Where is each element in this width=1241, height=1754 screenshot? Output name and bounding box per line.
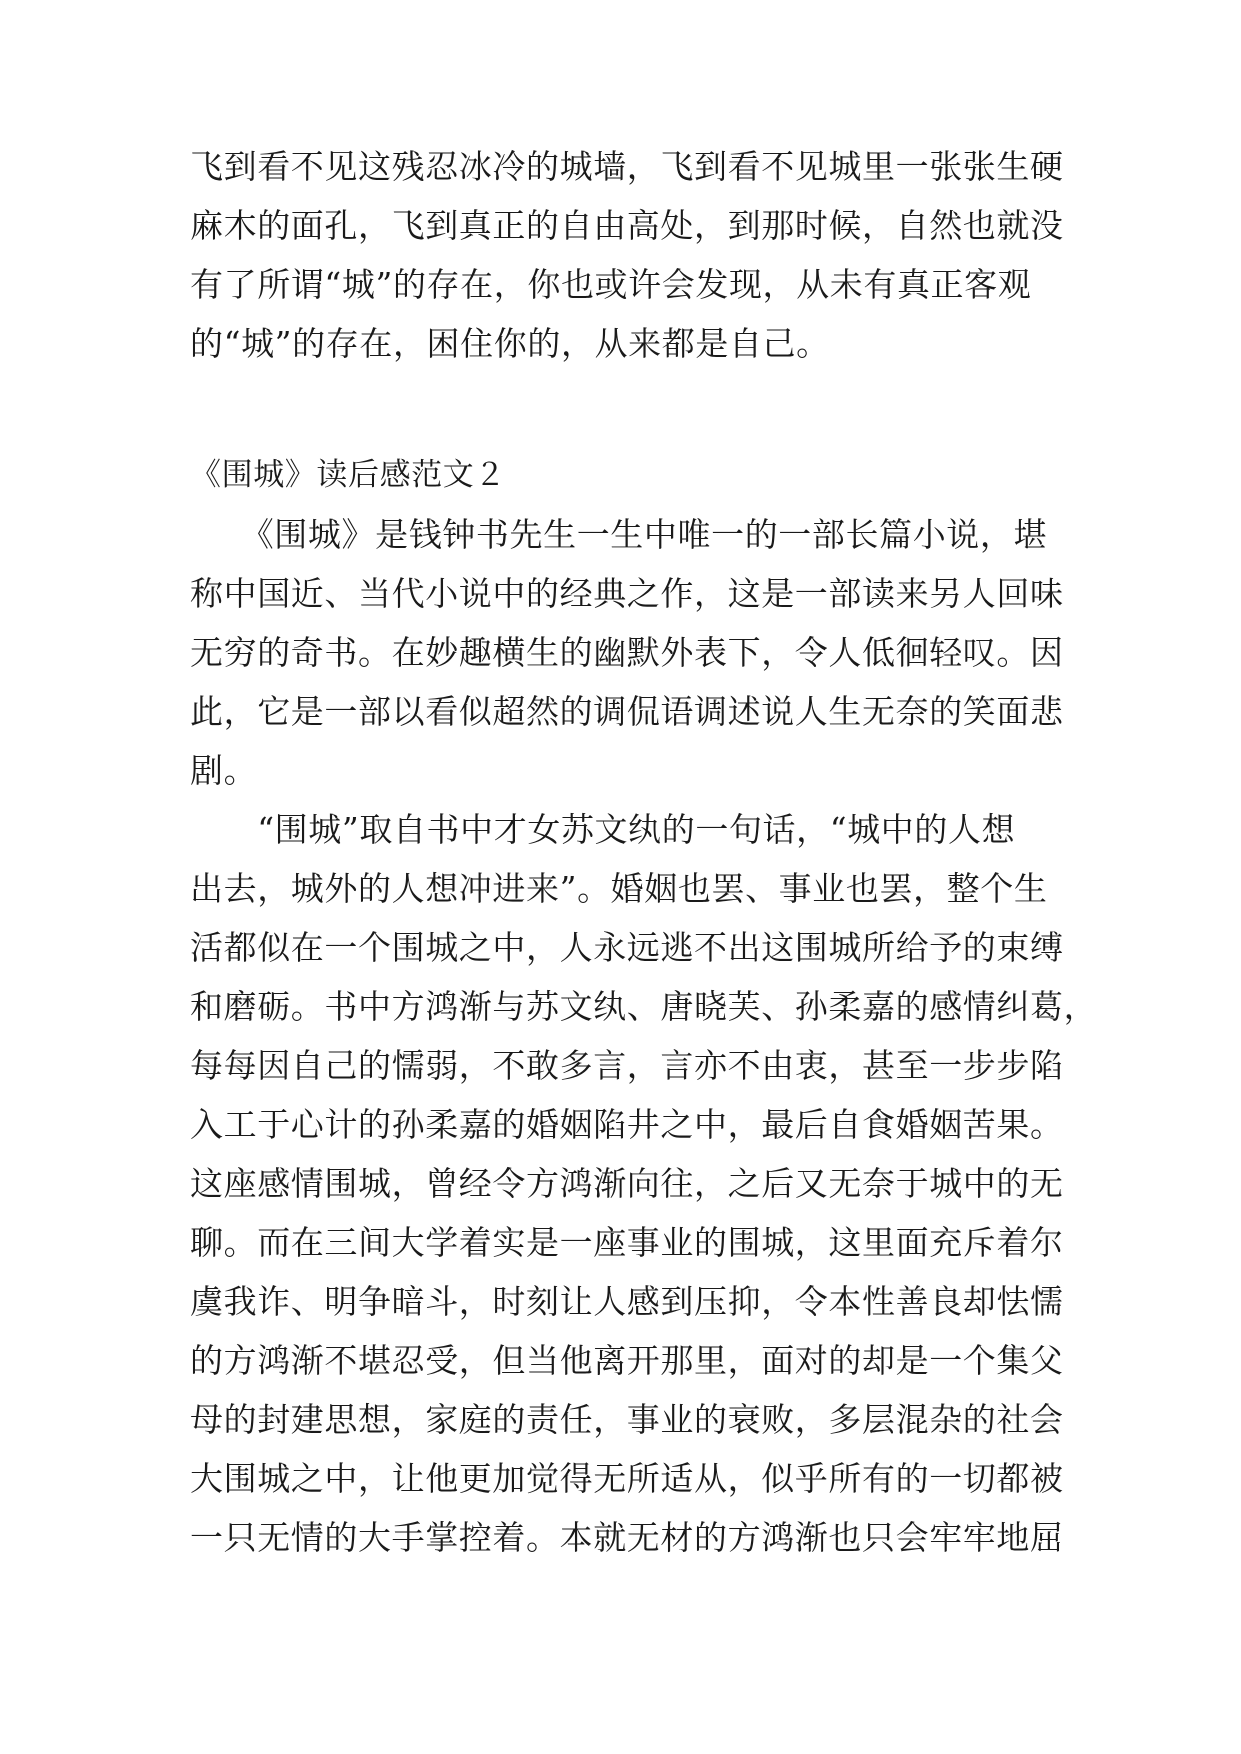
paragraph-line: 的方鸿渐不堪忍受，但当他离开那里，面对的却是一个集父 [190, 1341, 1064, 1380]
paragraph-line: 称中国近、当代小说中的经典之作，这是一部读来另人回味 [190, 574, 1064, 613]
paragraph-line: 飞到看不见这残忍冰冷的城墙，飞到看不见城里一张张生硬 [190, 147, 1064, 186]
paragraph-line: 虞我诈、明争暗斗，时刻让人感到压抑，令本性善良却怯懦 [190, 1282, 1064, 1321]
paragraph-line: 有了所谓“城”的存在，你也或许会发现，从未有真正客观 [190, 265, 1032, 304]
paragraph-line: 入工于心计的孙柔嘉的婚姻陷井之中，最后自食婚姻苦果。 [190, 1105, 1064, 1144]
paragraph-line: 的“城”的存在，困住你的，从来都是自己。 [190, 324, 830, 363]
paragraph-line: 出去，城外的人想冲进来”。婚姻也罢、事业也罢，整个生 [190, 869, 1048, 908]
paragraph-line: 一只无情的大手掌控着。本就无材的方鸿渐也只会牢牢地屈 [190, 1518, 1064, 1557]
paragraph-line: 聊。而在三间大学着实是一座事业的围城，这里面充斥着尔 [190, 1223, 1064, 1262]
paragraph-line: “围城”取自书中才女苏文纨的一句话，“城中的人想 [190, 810, 1016, 849]
paragraph-line: 活都似在一个围城之中，人永远逃不出这围城所给予的束缚 [190, 928, 1064, 967]
paragraph-line: 和磨砺。书中方鸿渐与苏文纨、唐晓芙、孙柔嘉的感情纠葛， [190, 987, 1098, 1026]
paragraph-line: 大围城之中，让他更加觉得无所适从，似乎所有的一切都被 [190, 1459, 1064, 1498]
paragraph-line: 此，它是一部以看似超然的调侃语调述说人生无奈的笑面悲 [190, 692, 1064, 731]
paragraph-line: 剧。 [190, 751, 258, 790]
paragraph-line: 每每因自己的懦弱，不敢多言，言亦不由衷，甚至一步步陷 [190, 1046, 1064, 1085]
paragraph-line: 母的封建思想，家庭的责任，事业的衰败，多层混杂的社会 [190, 1400, 1064, 1439]
section-heading: 《围城》读后感范文２ [190, 457, 506, 493]
paragraph-line: 麻木的面孔，飞到真正的自由高处，到那时候，自然也就没 [190, 206, 1064, 245]
paragraph-line: 无穷的奇书。在妙趣横生的幽默外表下，令人低徊轻叹。因 [190, 633, 1064, 672]
paragraph-line: 这座感情围城，曾经令方鸿渐向往，之后又无奈于城中的无 [190, 1164, 1064, 1203]
paragraph-line: 《围城》是钱钟书先生一生中唯一的一部长篇小说，堪 [190, 515, 1048, 554]
